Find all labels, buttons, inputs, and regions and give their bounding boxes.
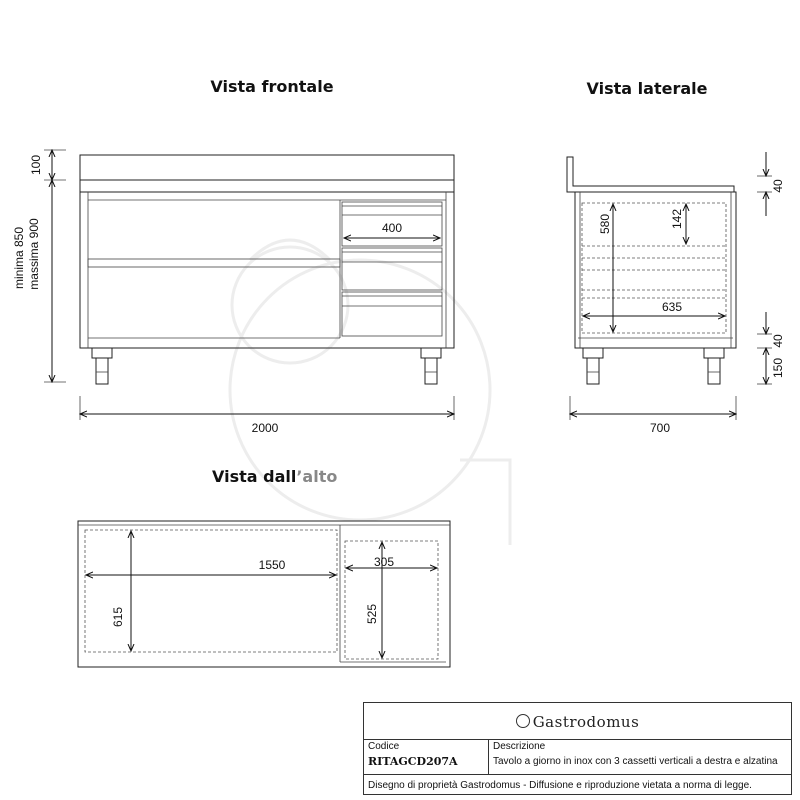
top-view-title-main: Vista dall (212, 467, 297, 486)
top-view-title (212, 467, 337, 486)
side-view (567, 152, 785, 435)
side-view-title: Vista laterale (586, 79, 708, 98)
dim-front-total-width: 2000 (251, 421, 279, 435)
front-shelf (88, 259, 340, 267)
title-block (363, 702, 792, 795)
dim-top-open-width: 1550 (258, 558, 286, 572)
side-upstand (567, 157, 734, 192)
top-open-area (85, 530, 337, 652)
dim-side-inner-depth: 635 (661, 300, 683, 314)
title-block-info-row (364, 739, 791, 775)
dim-side-foot-lower: 150 (771, 357, 785, 379)
drawer-middle (342, 248, 442, 290)
dim-side-upstand: 40 (771, 179, 785, 193)
dim-front-height-max: massima 900 (27, 218, 41, 290)
front-view-title: Vista frontale (210, 77, 334, 96)
dim-front-drawer-width: 400 (381, 221, 403, 235)
description-label: Descrizione (493, 741, 546, 752)
watermark-logo (230, 240, 510, 545)
brand-logo-icon (516, 714, 530, 728)
brand-logo (364, 703, 791, 740)
code-label: Codice (368, 741, 400, 752)
drawer-bottom (342, 292, 442, 336)
top-view (78, 521, 450, 667)
brand-name: Gastrodomus (532, 713, 640, 731)
top-outline (78, 521, 450, 667)
dim-front-height-min: minima 850 (12, 226, 26, 290)
description-value: Tavolo a giorno in inox con 3 cassetti verticali a destra e alzatina (493, 756, 778, 767)
front-feet (92, 348, 441, 384)
dim-front-upstand: 100 (29, 154, 43, 176)
front-upstand (80, 155, 454, 180)
dim-side-drawer-height: 142 (670, 208, 684, 230)
dim-top-drawer-depth: 525 (365, 603, 379, 625)
code-value: RITAGCD207A (368, 755, 458, 768)
dim-side-total-depth: 700 (649, 421, 671, 435)
dim-top-open-depth: 615 (111, 606, 125, 628)
dim-side-inner-height: 580 (598, 213, 612, 235)
top-view-title-rest: ’alto (296, 467, 338, 486)
description-cell (489, 739, 791, 774)
copyright-notice: Disegno di proprietà Gastrodomus - Diffusione e riproduzione vietata a norma di legge. (368, 780, 752, 791)
dim-top-drawer-width: 305 (373, 555, 395, 569)
dim-side-foot-upper: 40 (771, 334, 785, 348)
front-worktop (80, 180, 454, 192)
code-cell (364, 739, 489, 774)
